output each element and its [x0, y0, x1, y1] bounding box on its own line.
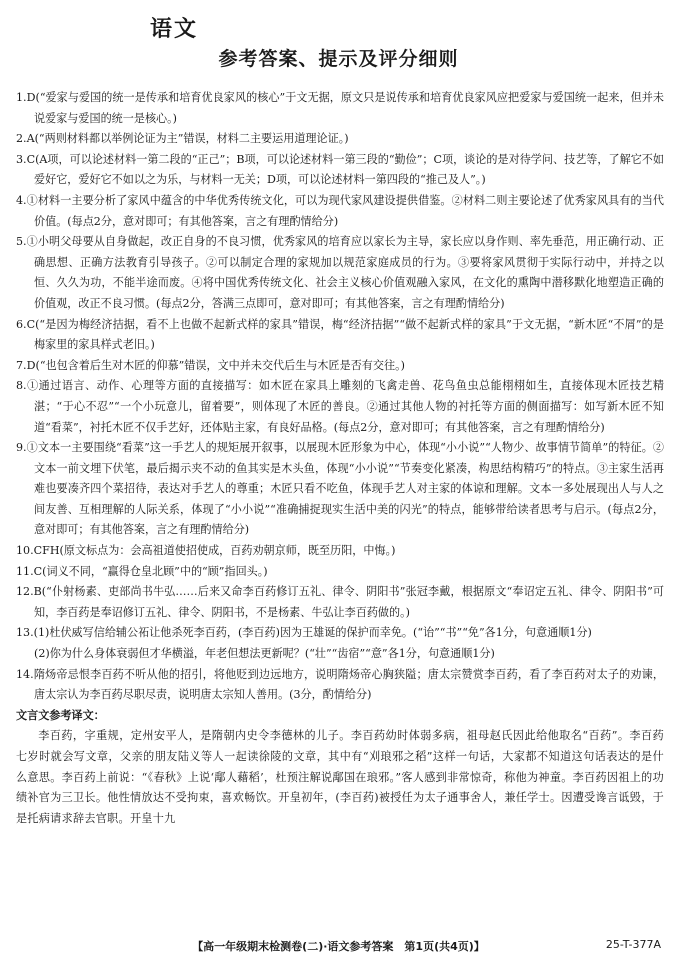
answer-item	[16, 88, 664, 129]
page-title: 参考答案、提示及评分细则	[218, 48, 459, 70]
answer-text: D(“也包含着后生对木匠的仰慕”错误，文中并未交代后生与木匠是否有交往。)	[26, 358, 405, 372]
answer-number: 3.	[16, 152, 27, 166]
answer-item	[16, 582, 664, 623]
answer-text: 隋炀帝忌恨李百药不听从他的招引，将他贬到边远地方，说明隋炀帝心胸狭隘；唐太宗赞赏李百药，看了李百药对太子的劝谏，唐太宗认为李百药尽职尽责，说明唐太宗知人善用。(3分，酌情给分)	[33, 667, 664, 702]
answer-number: 9.	[16, 441, 27, 455]
answer-item	[16, 644, 664, 665]
answer-item	[16, 356, 664, 377]
answer-item	[16, 562, 664, 583]
answer-number: 11.	[16, 564, 34, 578]
answer-text: (1)杜伏威写信给辅公祏让他杀死李百药，(李百药)因为王雄诞的保护而幸免。(“诒”“书”“免”各1分，句意通顺1分)	[33, 626, 592, 640]
answer-number: 12.	[16, 585, 34, 599]
answer-text: ①通过语言、动作、心理等方面的直接描写：如木匠在家具上雕刻的飞禽走兽、花鸟鱼虫总能栩栩如生，直接体现木匠技艺精湛；“于心不忍”“一个小玩意儿，留着要”，则体现了木匠的善良。②通过其他人物的衬托等方面的侧面描写：如写新木匠不知道“看菜”，衬托木匠不仅手艺好，还体贴主家，有良好品格。(每点2分，意对即可；有其他答案，言之有理酌情给分)	[26, 379, 664, 434]
answer-list	[16, 88, 664, 706]
answer-item	[16, 129, 664, 150]
answer-item	[16, 623, 664, 644]
translation-heading: 文言文参考译文：	[16, 708, 105, 722]
answer-item	[16, 376, 664, 438]
translation-text: 李百药，字重规，定州安平人，是隋朝内史令李德林的儿子。李百药幼时体弱多病，祖母赵氏因此给他取名“百药”。李百药七岁时就会写文章，父亲的朋友陆义等人一起读徐陵的文章，其中有“刈琅邪之稻”这样一句话，大家都不知道这句话表达的是什么意思。李百药上前说：“《春秋》上说‘鄅人藉稻’，杜预注解说鄅国在琅邪。”客人感到非常惊奇，称他为神童。李百药因祖上的功绩补官为三卫长。他性情放达不受拘束，喜欢畅饮。开皇初年，(李百药)被授任为太子通事舍人，兼任学士。因遭受谗言诋毁，于是托病请求辞去官职。开皇十九	[16, 729, 664, 825]
answers-body	[16, 88, 664, 829]
subject-heading: 语文	[150, 17, 199, 42]
answer-text: D(“爱家与爱国的统一是传承和培育优良家风的核心”于文无据，原文只是说传承和培育优良家风应把爱家与爱国统一起来，但并未说爱家与爱国的统一是核心。)	[26, 91, 664, 125]
footer-doc-code: 25-T-377A	[605, 938, 661, 951]
answer-text: ①材料一主要分析了家风中蕴含的中华优秀传统文化，可以为现代家风建设提供借鉴。②材料二则主要论述了优秀家风具有的当代价值。(每点2分，意对即可；有其他答案，言之有理酌情给分)	[26, 193, 664, 228]
answer-number: 7.	[16, 358, 27, 372]
answer-text: C(词义不同，“赢得仓皇北顾”中的“顾”指回头。)	[33, 564, 268, 578]
answer-item	[16, 315, 664, 356]
answer-text: CFH(原文标点为：会高祖道使招使成，百药劝朝京师，既至历阳，中悔。)	[33, 544, 396, 558]
answer-item	[16, 232, 664, 314]
answer-number: 6.	[16, 317, 27, 331]
answer-text: ①小明父母要从自身做起，改正自身的不良习惯，优秀家风的培育应以家长为主导，家长应以身作则、率先垂范，用正确行动、正确思想、正确方法教育引导孩子。②可以制定合理的家规加以规范家庭成员的行为。③要将家风贯彻于实际行动中，并持之以恒、久久为功，不能半途而废。④将中国优秀传统文化、社会主义核心价值观融入家风，在文化的熏陶中潜移默化地塑造正确的价值观，改正不良习惯。(每点2分，答满三点即可，意对即可；有其他答案，言之有理酌情给分)	[26, 235, 664, 310]
answer-number: 13.	[16, 626, 34, 640]
answer-number: 8.	[16, 379, 27, 393]
answer-number: 4.	[16, 193, 27, 207]
footer-page-info: 【高一年级期末检测卷(二)·语文参考答案 第1页(共4页)】	[192, 940, 485, 953]
answer-number: 2.	[16, 132, 27, 146]
answer-text: (2)你为什么身体衰弱但才华横溢，年老但想法更新呢？(“壮”“齿宿”“意”各1分，句意通顺1分)	[34, 647, 495, 661]
answer-text: C(A项，可以论述材料一第二段的“正己”；B项，可以论述材料一第三段的“勤俭”；C项，谈论的是对待学问、技艺等，了解它不如爱好它，爱好它不如以之为乐，与材料一无关；D项，可以论述材料一第四段的“推己及人”。)	[26, 152, 664, 187]
answer-item	[16, 150, 664, 191]
page-footer	[0, 938, 677, 958]
answer-item	[16, 191, 664, 232]
answer-item	[16, 438, 664, 541]
answer-number: 1.	[16, 91, 27, 104]
answer-number: 10.	[16, 544, 34, 558]
answer-number: 5.	[16, 235, 27, 249]
answer-item	[16, 665, 664, 706]
answer-text: ①文本一主要围绕“看菜”这一手艺人的规矩展开叙事，以展现木匠形象为中心，体现“小小说”“人物少、故事情节简单”的特征。②文本一前文埋下伏笔，最后揭示夹不动的鱼其实是木头鱼，体现“小小说”“节奏变化紧凑，构思结构精巧”的特点。③主家生活再难也要凑齐四个菜招待，表达对手艺人的尊重；木匠只看不吃鱼，体现手艺人对主家的体谅和理解。文本一多处展现出人与人之间友善、互相理解的人际关系，体现了“小小说”“准确捕捉现实生活中美的闪光”的特点，能够带给读者思考与启示。(每点2分，意对即可；有其他答案，言之有理酌情给分)	[26, 441, 664, 537]
answer-text: A(“两则材料都以举例论证为主”错误，材料二主要运用道理论证。)	[26, 132, 349, 146]
answer-number: 14.	[16, 667, 34, 681]
answer-text: B(“仆射杨素、吏部尚书牛弘……后来又命李百药修订五礼、律令、阴阳书”张冠李戴，根据原文“奉诏定五礼、律令、阴阳书”可知，李百药是奉诏修订五礼、律令、阴阳书，不是杨素、牛弘让李百药做的。)	[33, 585, 664, 619]
answer-text: C(“是因为梅经济拮据，看不上也做不起新式样的家具”错误，梅“经济拮据”“做不起新式样的家具”于文无据，“新木匠“不屑”的是梅家里的家具样式老旧。)	[26, 317, 664, 352]
answer-item	[16, 541, 664, 562]
